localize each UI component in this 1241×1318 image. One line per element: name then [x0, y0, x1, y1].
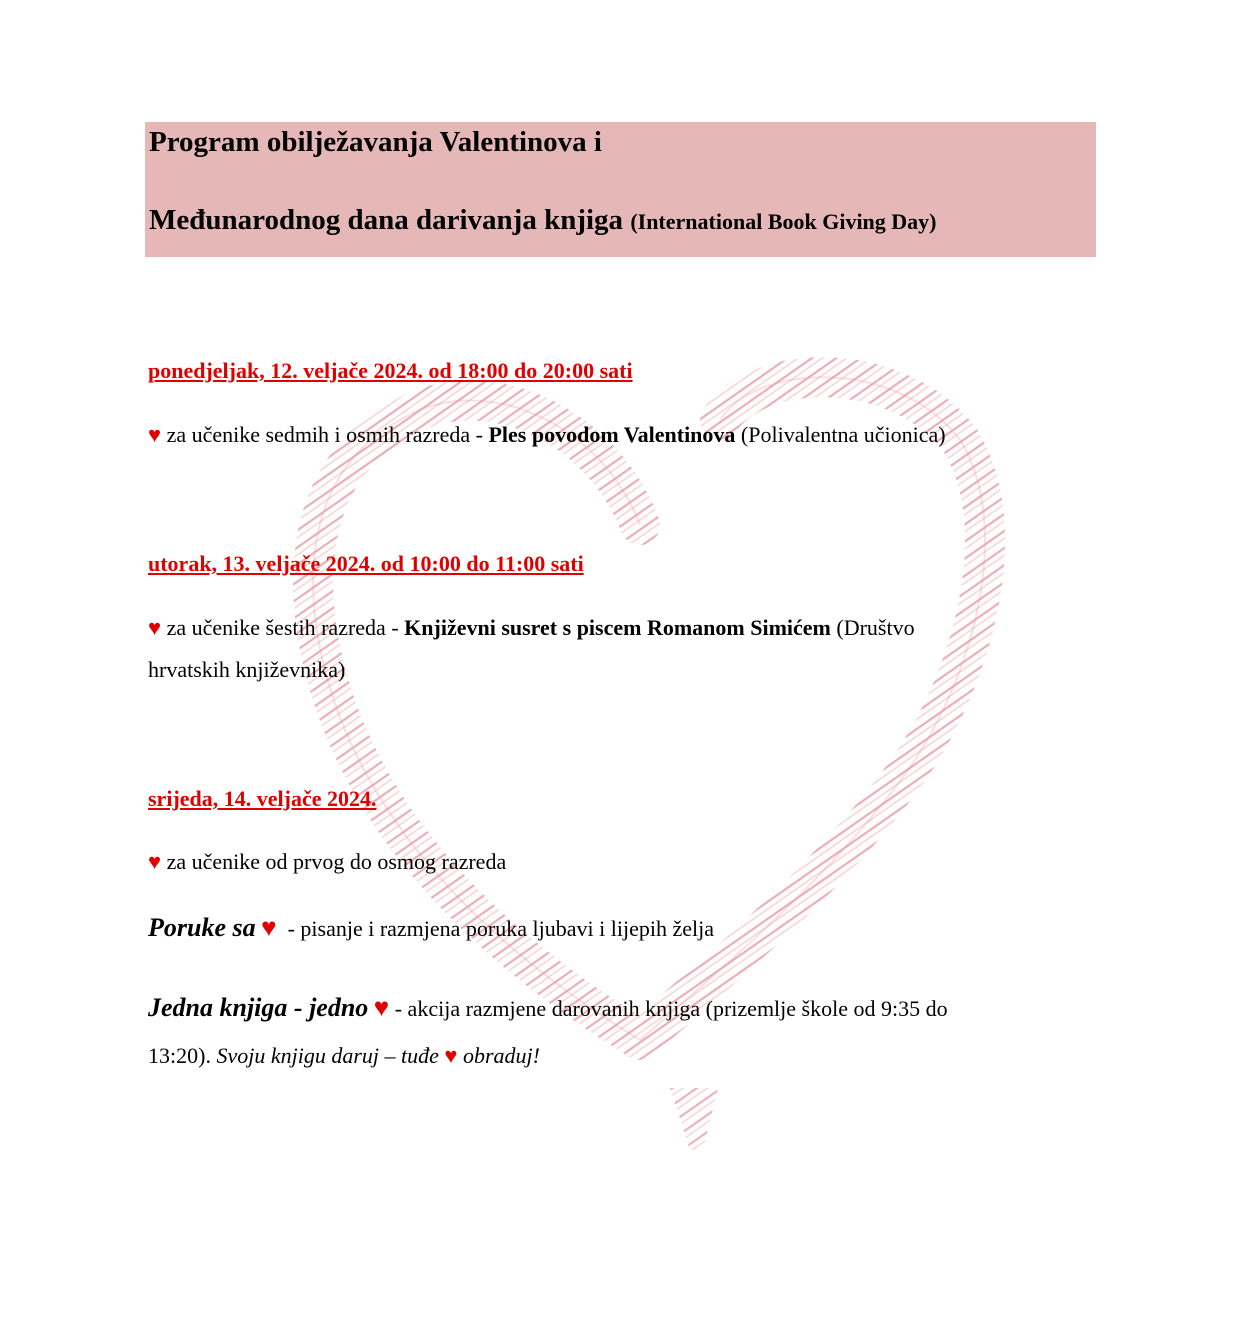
page-title-subtitle: (International Book Giving Day): [630, 209, 937, 234]
activity-title: Poruke sa: [148, 913, 256, 942]
page-title-main: Međunarodnog dana darivanja knjiga: [149, 204, 624, 236]
event-line-monday: [148, 422, 946, 448]
heart-icon: ♥: [148, 615, 162, 640]
event-audience: za učenike sedmih i osmih razreda -: [166, 422, 489, 447]
activity-description: - akcija razmjene darovanih knjiga (prizemlje škole od 9:35 do: [394, 996, 948, 1021]
event-place-continued: hrvatskih književnika): [148, 657, 346, 682]
event-name: Književni susret s piscem Romanom Simićem: [404, 615, 831, 640]
event-line-wednesday: [148, 849, 506, 875]
page-title-line2: [149, 204, 937, 237]
event-date-tuesday: utorak, 13. veljače 2024. od 10:00 do 11:00 sati: [148, 551, 584, 576]
title-banner: [145, 122, 1096, 257]
activity-description: - pisanje i razmjena poruka ljubavi i lijepih želja: [287, 916, 714, 941]
activity-poruke: [148, 913, 714, 943]
heart-icon: ♥: [373, 993, 390, 1022]
heart-icon: ♥: [261, 913, 277, 942]
heart-icon: ♥: [444, 1043, 458, 1068]
event-place: (Društvo: [836, 615, 915, 640]
activity-title: Jedna knjiga - jedno: [148, 993, 369, 1022]
slogan-part2: obraduj!: [462, 1043, 540, 1068]
activity-continued: [148, 1043, 540, 1069]
event-place: (Polivalentna učionica): [740, 422, 946, 447]
heart-icon: ♥: [148, 849, 162, 874]
event-audience: za učenike šestih razreda -: [166, 615, 405, 640]
activity-jedna-knjiga: [148, 993, 948, 1023]
page-title-line1: Program obilježavanja Valentinova i: [149, 126, 602, 158]
activity-time: 13:20).: [148, 1043, 211, 1068]
slogan-part1: Svoju knjigu daruj – tuđe: [216, 1043, 439, 1068]
event-name: Ples povodom Valentinova: [488, 422, 736, 447]
event-line-tuesday: [148, 615, 915, 641]
event-date-monday: ponedjeljak, 12. veljače 2024. od 18:00 do 20:00 sati: [148, 358, 633, 383]
heart-icon: ♥: [148, 422, 162, 447]
event-date-wednesday: srijeda, 14. veljače 2024.: [148, 786, 377, 811]
event-audience: za učenike od prvog do osmog razreda: [166, 849, 507, 874]
